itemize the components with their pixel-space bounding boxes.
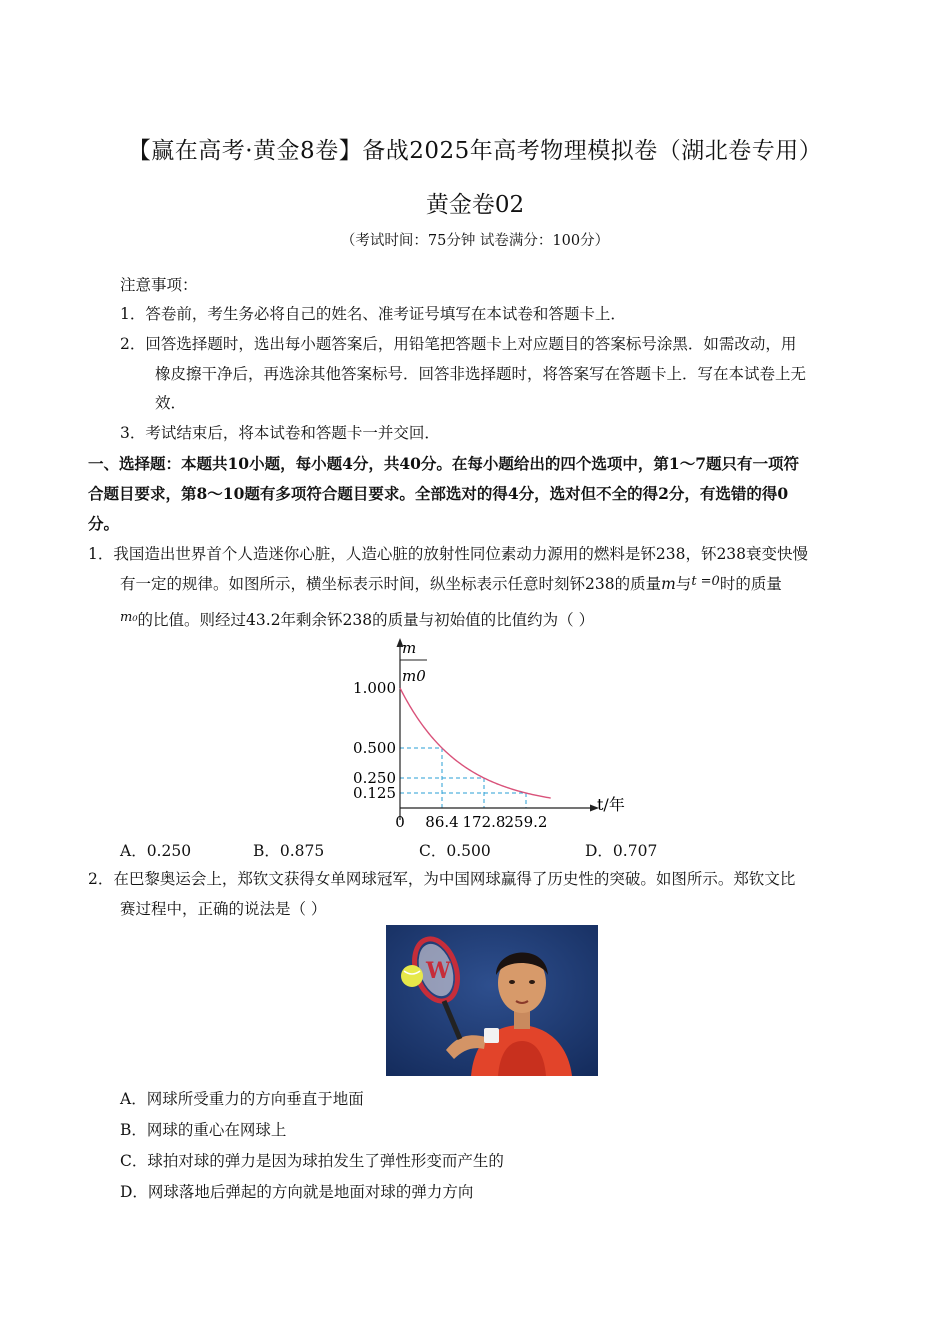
chart-guide-lines [400,748,526,808]
q1-stem-line-2 [120,574,782,596]
q2-option-d[interactable]: D．网球落地后弹起的方向就是地面对球的弹力方向 [120,1183,474,1201]
y-tick-label: 0.125 [353,784,396,802]
q1-stem-text-b: 与 [675,575,692,593]
tennis-player-photo [386,925,598,1076]
q2-option-a[interactable]: A．网球所受重力的方向垂直于地面 [120,1090,364,1108]
exam-time-info: （考试时间：75分钟 试卷满分：100分） [340,233,610,249]
decay-curve-series [400,688,551,798]
svg-text:W: W [426,958,451,984]
q2-stem-line-1: 2．在巴黎奥运会上，郑钦文获得女单网球冠军，为中国网球赢得了历史性的突破。如图所示。郑钦文比 [88,870,796,888]
notice-item-2-line-2: 橡皮擦干净后，再选涂其他答案标号．回答非选择题时，将答案写在答题卡上．写在本试卷上无 [155,365,807,383]
x-tick-label: 259.2 [504,813,548,831]
page-title: 【赢在高考·黄金8卷】备战2025年高考物理模拟卷（湖北卷专用） [127,138,823,164]
q1-stem-line-3 [120,610,594,632]
y-tick-label: 0.500 [353,739,396,757]
q1-option-c[interactable]: C．0.500 [419,842,491,860]
x-tick-label: 0 [395,813,405,831]
q1-stem-text-c: 时的质量 [719,575,782,593]
notice-item-2-line-1: 2．回答选择题时，选出每小题答案后，用铅笔把答题卡上对应题目的答案标号涂黑．如需改动，用 [120,335,797,353]
q1-stem-text-d: 的比值。则经过43.2年剩余钚238的质量与初始值的比值约为（ ） [137,611,595,629]
notice-item-3: 3．考试结束后，将本试卷和答题卡一并交回． [120,424,440,442]
notice-item-1: 1．答卷前，考生务必将自己的姓名、准考证号填写在本试卷和答题卡上． [120,305,626,323]
section-heading-line-2: 合题目要求，第8～10题有多项符合题目要求。全部选对的得4分，选对但不全的得2分，有选错的得0 [88,484,789,503]
page-subtitle: 黄金卷02 [425,192,525,218]
x-axis-label: t/年 [597,795,625,814]
y-tick-label: 1.000 [353,679,396,697]
q2-option-b[interactable]: B．网球的重心在网球上 [120,1121,287,1139]
q1-initial-mass-symbol: m₀ [120,610,138,625]
decay-chart [345,634,645,834]
q1-time-zero: t =0 [691,574,720,589]
y-axis-label-denominator: m0 [402,667,426,685]
y-tick-label: 0.250 [353,769,396,787]
q1-option-d[interactable]: D．0.707 [585,842,658,860]
q2-stem-line-2: 赛过程中，正确的说法是（ ） [120,900,327,918]
q1-mass-symbol: m [661,575,676,593]
section-heading-line-1: 一、选择题：本题共10小题，每小题4分，共40分。在每小题给出的四个选项中，第1～7题只有一项符 [88,454,799,473]
y-axis-label-numerator: m [402,639,417,657]
notice-item-2-line-3: 效． [155,394,187,412]
notice-heading: 注意事项： [120,276,198,294]
q1-stem-text-a: 有一定的规律。如图所示，横坐标表示时间，纵坐标表示任意时刻钚238的质量 [120,575,662,593]
x-tick-label: 86.4 [425,813,459,831]
q2-option-c[interactable]: C．球拍对球的弹力是因为球拍发生了弹性形变而产生的 [120,1152,504,1170]
section-heading-line-3: 分。 [88,514,120,533]
q1-option-a[interactable]: A．0.250 [120,842,192,860]
x-tick-label: 172.8 [462,813,506,831]
q1-option-b[interactable]: B．0.875 [253,842,325,860]
q1-stem-line-1: 1．我国造出世界首个人造迷你心脏，人造心脏的放射性同位素动力源用的燃料是钚238，钚238衰变快慢 [88,545,809,563]
